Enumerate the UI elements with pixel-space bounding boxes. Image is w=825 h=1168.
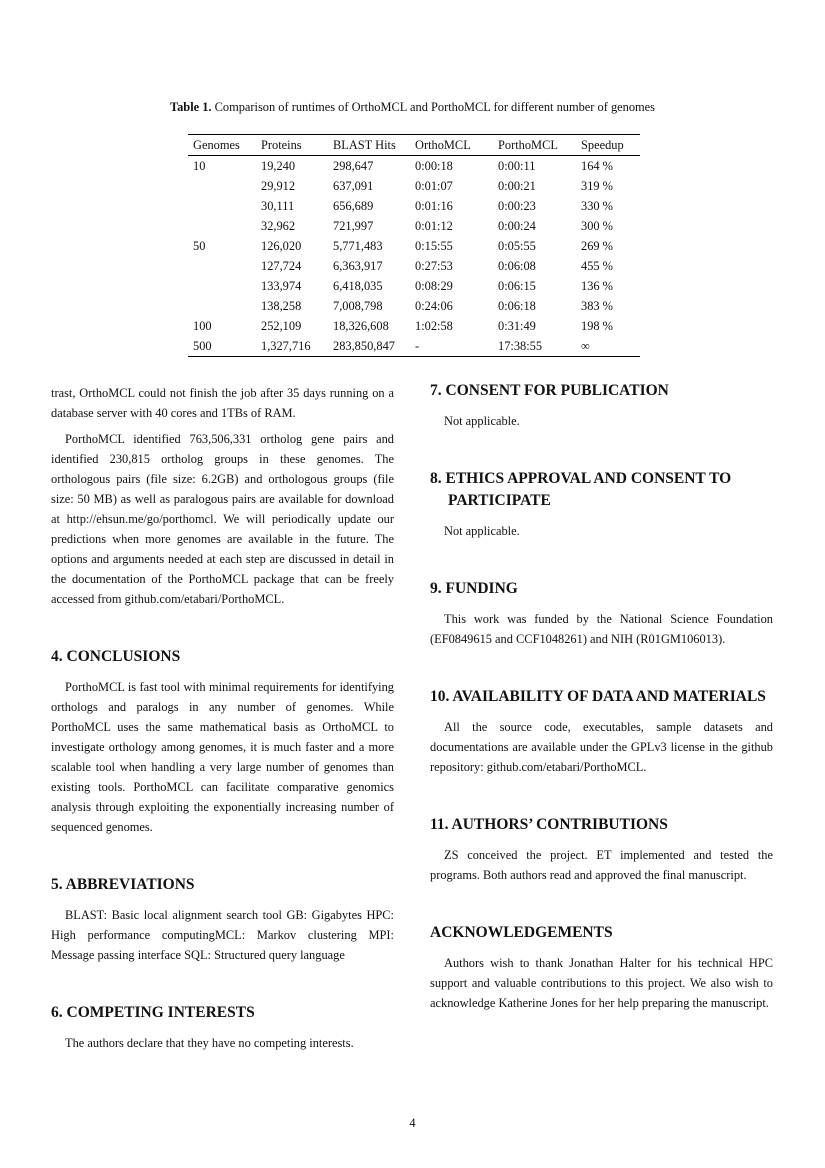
cell-proteins: 138,258 [261,299,302,313]
cell-blast-hits: 637,091 [333,179,374,193]
cell-blast-hits: 283,850,847 [333,339,395,353]
cell-porthomcl: 0:00:24 [498,219,536,233]
section-heading-conclusions: 4. CONCLUSIONS [51,648,181,665]
cell-porthomcl: 0:06:15 [498,279,536,293]
cell-speedup: 383 % [581,299,614,313]
header-genomes: Genomes [193,138,240,152]
section-body-ethics: Not applicable. [444,524,520,538]
cell-genomes [188,296,256,316]
table-caption-label: Table 1. [169,100,212,114]
cell-speedup: 455 % [581,259,614,273]
results-paragraph: PorthoMCL identified 763,506,331 ortholog gene pairs and identified 230,815 ortholog groups in these genomes. The orthologous pairs (file size: 6.2GB) and orthologous groups (file size: 50 MB) as well as paralogous pairs are available for download at http://ehsun.me/go/porthomcl. We will periodically update our predictions when more genomes are available in the future. The options and arguments needed at each step are discussed in detail in the documentation of the PorthoMCL package that can be freely accessed from github.com/etabari/PorthoMCL. [51,432,394,606]
table-row [188,256,640,276]
cell-orthomcl: 0:01:12 [415,219,453,233]
header-speedup: Speedup [581,138,624,152]
cell-orthomcl: 0:15:55 [415,239,453,253]
cell-blast-hits: 656,689 [333,199,374,213]
section-body-acknowledgements: Authors wish to thank Jonathan Halter for his technical HPC support and valuable contributions to this project. We also wish to acknowledge Katherine Jones for her help preparing the manuscript. [430,956,773,1010]
cell-porthomcl: 0:05:55 [498,239,536,253]
section-body-funding: This work was funded by the National Science Foundation (EF0849615 and CCF1048261) and NIH (R01GM106013). [430,612,773,646]
section-heading-availability: 10. AVAILABILITY OF DATA AND MATERIALS [430,688,766,705]
table-row [188,296,640,316]
cell-orthomcl: 0:27:53 [415,259,453,273]
cell-porthomcl: 0:06:08 [498,259,536,273]
page-number: 4 [409,1116,416,1130]
cell-orthomcl: 0:01:07 [415,179,453,193]
section-heading-consent: 7. CONSENT FOR PUBLICATION [430,382,669,399]
section-heading-abbreviations: 5. ABBREVIATIONS [51,876,195,893]
cell-blast-hits: 5,771,483 [333,239,383,253]
cell-porthomcl: 17:38:55 [498,339,543,353]
cell-speedup: ∞ [581,339,590,353]
cell-orthomcl: 0:00:18 [415,159,453,173]
cell-speedup: 330 % [581,199,614,213]
header-porthomcl: PorthoMCL [498,138,558,152]
runtime-comparison-table [188,134,640,357]
cell-blast-hits: 298,647 [333,159,374,173]
cell-proteins: 19,240 [261,159,296,173]
cell-blast-hits: 7,008,798 [333,299,383,313]
cell-genomes [188,196,256,216]
cell-genomes [188,276,256,296]
cell-speedup: 269 % [581,239,614,253]
cell-blast-hits: 6,418,035 [333,279,383,293]
section-body-availability: All the source code, executables, sample datasets and documentations are available under the GPLv3 license in the github repository: github.com/etabari/PorthoMCL. [430,720,773,774]
cell-speedup: 136 % [581,279,614,293]
cell-speedup: 164 % [581,159,614,173]
section-heading-competing-interests: 6. COMPETING INTERESTS [51,1004,255,1021]
cell-speedup: 198 % [581,319,614,333]
cell-orthomcl: - [415,339,420,353]
section-body-competing-interests: The authors declare that they have no competing interests. [65,1036,354,1050]
table-row [188,336,640,357]
table-caption-text: Comparison of runtimes of OrthoMCL and PorthoMCL for different number of genomes [211,100,655,114]
cell-blast-hits: 721,997 [333,219,374,233]
table-row [188,176,640,196]
section-body-conclusions: PorthoMCL is fast tool with minimal requirements for identifying orthologs and paralogs in any number of genomes. While PorthoMCL uses the same mathematical basis as OrthoMCL to investigate orthology among genomes, it is much faster and a more scalable tool when handling a very large number of genomes than existing tools. PorthoMCL can facilitate comparative genomics analysis through exploiting the exponentially increasing number of sequenced genomes. [51,680,394,834]
cell-porthomcl: 0:31:49 [498,319,536,333]
cell-speedup: 300 % [581,219,614,233]
cell-proteins: 252,109 [261,319,302,333]
cell-orthomcl: 0:24:06 [415,299,453,313]
cell-proteins: 29,912 [261,179,296,193]
cell-genomes [188,176,256,196]
cell-orthomcl: 1:02:58 [415,319,453,333]
table-row [188,316,640,336]
section-body-abbreviations: BLAST: Basic local alignment search tool GB: Gigabytes HPC: High performance computingMCL: Markov clustering MPI: Message passing interface SQL: Structured query language [51,908,394,962]
cell-blast-hits: 18,326,608 [333,319,389,333]
cell-genomes [188,216,256,236]
cell-proteins: 127,724 [261,259,302,273]
section-heading-funding: 9. FUNDING [430,580,518,597]
cell-genomes [188,256,256,276]
header-blast-hits: BLAST Hits [333,138,396,152]
header-proteins: Proteins [261,138,302,152]
cell-porthomcl: 0:00:11 [498,159,536,173]
table-header-row [188,135,640,156]
table-row [188,156,640,177]
cell-genomes: 50 [193,239,206,253]
table-caption [0,100,825,115]
cell-porthomcl: 0:06:18 [498,299,536,313]
cell-porthomcl: 0:00:21 [498,179,536,193]
table-row [188,276,640,296]
section-body-authors-contributions: ZS conceived the project. ET implemented and tested the programs. Both authors read and approved the final manuscript. [430,848,773,882]
table-row [188,196,640,216]
cell-proteins: 30,111 [261,199,295,213]
table-row [188,236,640,256]
cell-genomes: 10 [193,159,206,173]
cell-proteins: 126,020 [261,239,302,253]
right-column [430,380,773,1013]
cell-proteins: 1,327,716 [261,339,311,353]
cell-orthomcl: 0:08:29 [415,279,453,293]
left-column [51,383,394,1053]
continuation-paragraph: trast, OrthoMCL could not finish the job after 35 days running on a database server with 40 cores and 1TBs of RAM. [51,386,394,420]
cell-orthomcl: 0:01:16 [415,199,453,213]
section-heading-ethics: 8. ETHICS APPROVAL AND CONSENT TO PARTICIPATE [430,470,732,509]
cell-blast-hits: 6,363,917 [333,259,383,273]
section-body-consent: Not applicable. [444,414,520,428]
cell-genomes: 500 [193,339,212,353]
table-row [188,216,640,236]
cell-proteins: 32,962 [261,219,296,233]
cell-porthomcl: 0:00:23 [498,199,536,213]
cell-genomes: 100 [193,319,212,333]
cell-proteins: 133,974 [261,279,302,293]
header-orthomcl: OrthoMCL [415,138,471,152]
section-heading-acknowledgements: ACKNOWLEDGEMENTS [430,924,613,941]
section-heading-authors-contributions: 11. AUTHORS’ CONTRIBUTIONS [430,816,668,833]
table-body [188,156,640,357]
cell-speedup: 319 % [581,179,614,193]
